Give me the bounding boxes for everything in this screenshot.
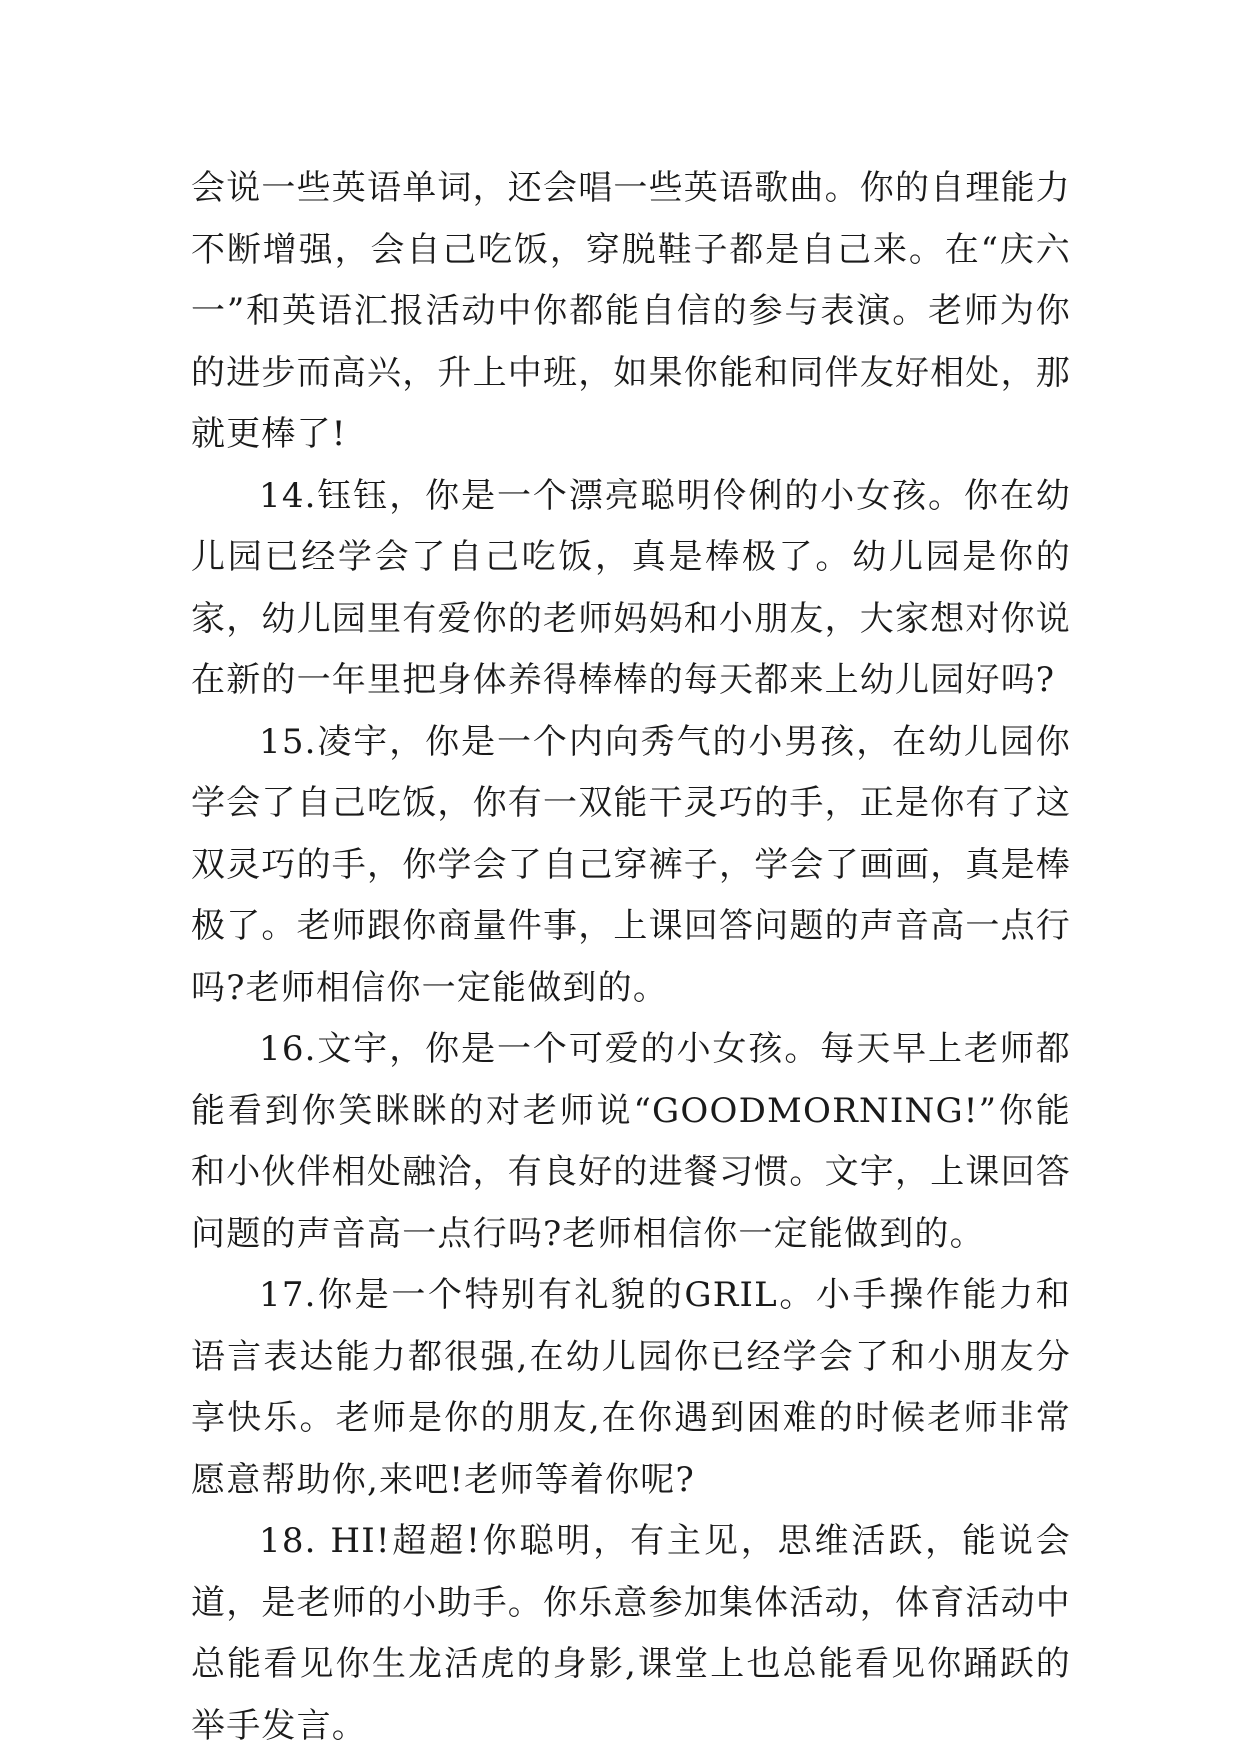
- paragraph-14: 14.钰钰，你是一个漂亮聪明伶俐的小女孩。你在幼儿园已经学会了自己吃饭，真是棒极了。幼儿园是你的家，幼儿园里有爱你的老师妈妈和小朋友，大家想对你说在新的一年里把身体养得棒棒的每天都来上幼儿园好吗?: [191, 475, 1071, 700]
- paragraph-18: 18. HI!超超!你聪明，有主见，思维活跃，能说会道，是老师的小助手。你乐意参加集体活动，体育活动中总能看见你生龙活虎的身影,课堂上也总能看见你踊跃的举手发言。: [191, 1521, 1071, 1746]
- paragraph-15: 15.凌宇，你是一个内向秀气的小男孩，在幼儿园你学会了自己吃饭，你有一双能干灵巧的手，正是你有了这双灵巧的手，你学会了自己穿裤子，学会了画画，真是棒极了。老师跟你商量件事，上课回答问题的声音高一点行吗?老师相信你一定能做到的。: [191, 721, 1071, 1008]
- paragraph-continued: 会说一些英语单词，还会唱一些英语歌曲。你的自理能力不断增强，会自己吃饭，穿脱鞋子都是自己来。在“庆六一”和英语汇报活动中你都能自信的参与表演。老师为你的进步而高兴，升上中班，如果你能和同伴友好相处，那就更棒了!: [191, 168, 1071, 454]
- paragraph-16: 16.文宇，你是一个可爱的小女孩。每天早上老师都能看到你笑眯眯的对老师说“GOODMORNING!”你能和小伙伴相处融洽，有良好的进餐习惯。文宇，上课回答问题的声音高一点行吗?老师相信你一定能做到的。: [191, 1029, 1071, 1254]
- document-body: [191, 158, 1071, 1757]
- paragraph-17: 17.你是一个特别有礼貌的GRIL。小手操作能力和语言表达能力都很强,在幼儿园你已经学会了和小朋友分享快乐。老师是你的朋友,在你遇到困难的时候老师非常愿意帮助你,来吧!老师等着你呢?: [191, 1275, 1071, 1500]
